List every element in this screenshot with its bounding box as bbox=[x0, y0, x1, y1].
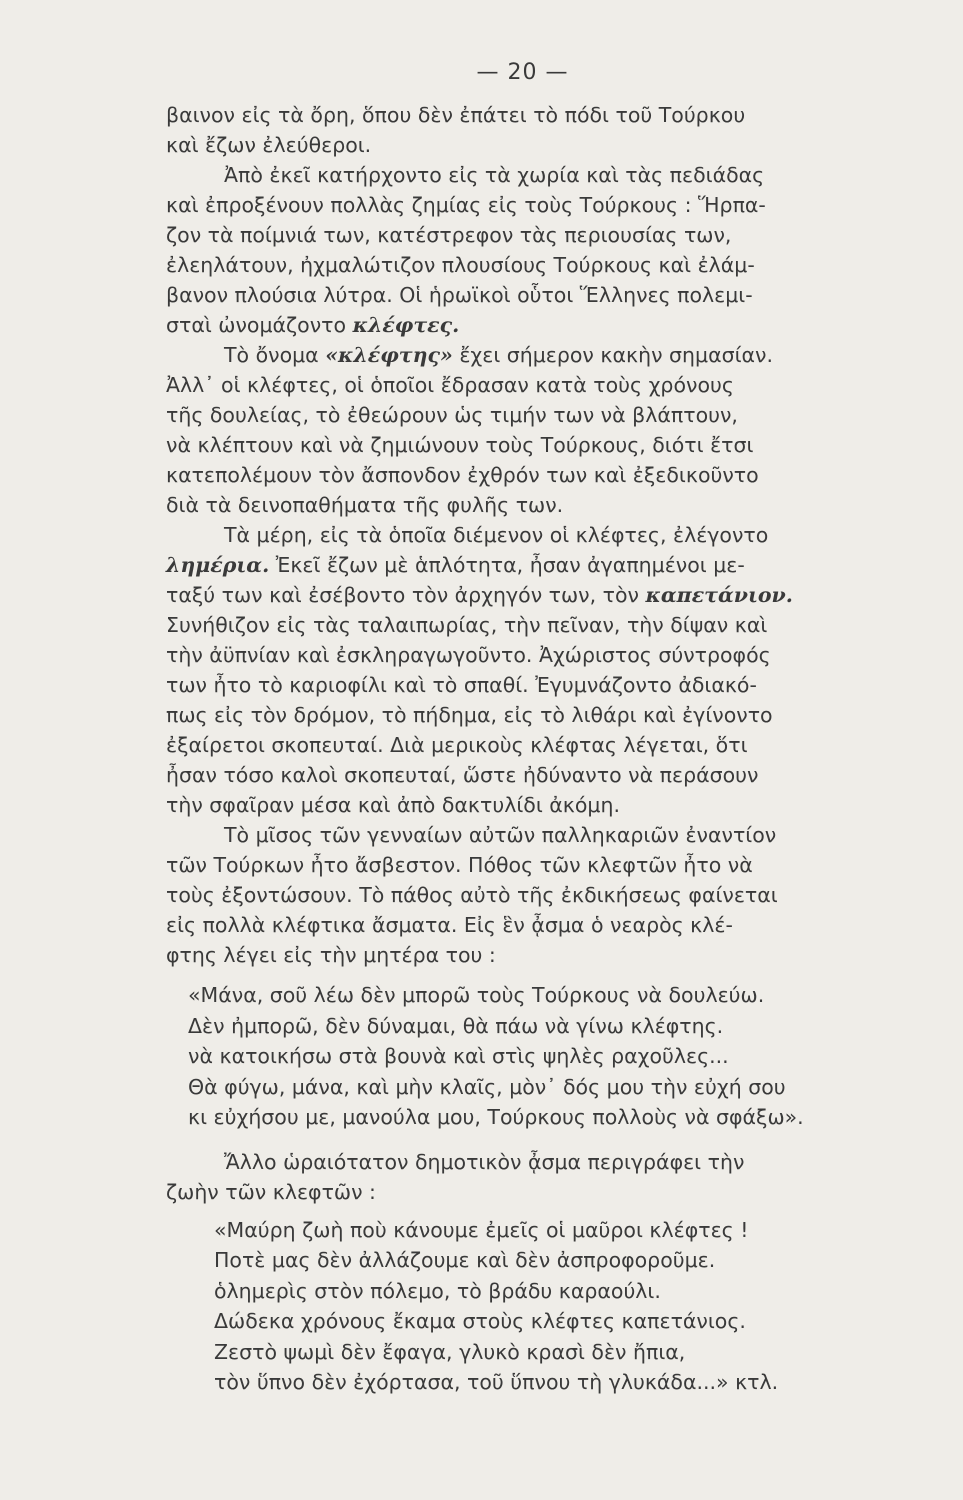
text-line: τὴν ἀϋπνίαν καὶ ἐσκληραγωγοῦντο. Ἀχώριστος σύντροφός bbox=[166, 643, 771, 667]
verse-line: νὰ κατοικήσω στὰ βουνὰ καὶ στὶς ψηλὲς ραχοῦλες... bbox=[188, 1044, 729, 1068]
text-fragment: ἔχει σήμερον κακὴν σημασίαν. bbox=[459, 343, 773, 367]
text-fragment: ταξύ των καὶ ἐσέβοντο τὸν ἀρχηγόν των, τὸν bbox=[166, 583, 640, 607]
text-fragment: Ἐκεῖ ἔζων μὲ ἁπλότητα, ἦσαν ἀγαπημένοι με- bbox=[275, 553, 745, 577]
text-line bbox=[166, 340, 896, 370]
verse-line: «Μαύρη ζωὴ ποὺ κάνουμε ἐμεῖς οἱ μαῦροι κλέφτες ! bbox=[214, 1217, 749, 1242]
text-line: βαινον εἰς τὰ ὄρη, ὅπου δὲν ἐπάτει τὸ πόδι τοῦ Τούρκου bbox=[166, 103, 746, 127]
text-line: Ἀλλ᾽ οἱ κλέφτες, οἱ ὁποῖοι ἔδρασαν κατὰ τοὺς χρόνους bbox=[166, 373, 734, 397]
paragraph-2 bbox=[166, 160, 896, 190]
verse-line: Ζεστὸ ψωμὶ δὲν ἔφαγα, γλυκὸ κρασὶ δὲν ἤπια, bbox=[214, 1339, 686, 1364]
text-line: διὰ τὰ δεινοπαθήματα τῆς φυλῆς των. bbox=[166, 493, 564, 517]
text-line: τὴν σφαῖραν μέσα καὶ ἀπὸ δακτυλίδι ἀκόμη. bbox=[166, 793, 620, 817]
text-line: Ἀπὸ ἐκεῖ κατήρχοντο εἰς τὰ χωρία καὶ τὰς πεδιάδας bbox=[224, 163, 765, 187]
text-line: ζωὴν τῶν κλεφτῶν : bbox=[166, 1179, 376, 1204]
text-line: τῆς δουλείας, τὸ ἐθεώρουν ὡς τιμήν των νὰ βλάπτουν, bbox=[166, 403, 738, 427]
emphasis-limeria: λημέρια. bbox=[166, 553, 270, 577]
paragraph-2-cont bbox=[166, 190, 896, 340]
paragraph-1 bbox=[166, 100, 896, 160]
text-line: πως εἰς τὸν δρόμον, τὸ πήδημα, εἰς τὸ λιθάρι καὶ ἐγίνοντο bbox=[166, 703, 773, 727]
text-line: τοὺς ἐξοντώσουν. Τὸ πάθος αὐτὸ τῆς ἐκδικήσεως φαίνεται bbox=[166, 883, 778, 907]
paragraph-6 bbox=[166, 1147, 896, 1177]
paragraph-4-cont bbox=[166, 550, 896, 820]
text-line: φτης λέγει εἰς τὴν μητέρα του : bbox=[166, 943, 496, 967]
page-number: — 20 — bbox=[476, 60, 569, 85]
verse-line: Δὲν ἠμπορῶ, δὲν δύναμαι, θὰ πάω νὰ γίνω κλέφτης. bbox=[188, 1013, 724, 1038]
verse-line: Ποτὲ μας δὲν ἀλλάζουμε καὶ δὲν ἀσπροφοροῦμε. bbox=[214, 1248, 716, 1272]
folk-song-1 bbox=[188, 980, 896, 1133]
verse-line: τὸν ὕπνο δὲν ἐχόρτασα, τοῦ ὕπνου τὴ γλυκάδα...» κτλ. bbox=[214, 1370, 779, 1394]
text-line: ἐξαίρετοι σκοπευταί. Διὰ μερικοὺς κλέφτας λέγεται, ὅτι bbox=[166, 733, 748, 757]
paragraph-3 bbox=[166, 340, 896, 370]
text-line: τῶν Τούρκων ἦτο ἄσβεστον. Πόθος τῶν κλεφτῶν ἦτο νὰ bbox=[166, 853, 753, 877]
text-line bbox=[166, 550, 896, 580]
text-line: ἐλεηλάτουν, ἠχμαλώτιζον πλουσίους Τούρκους καὶ ἐλάμ- bbox=[166, 253, 755, 277]
text-line: βανον πλούσια λύτρα. Οἱ ἡρωϊκοὶ οὗτοι Ἕλληνες πολεμι- bbox=[166, 283, 753, 307]
emphasis-klephtis: «κλέφτης» bbox=[325, 343, 453, 367]
text-line: Ἄλλο ὡραιότατον δημοτικὸν ᾆσμα περιγράφει τὴν bbox=[224, 1149, 745, 1174]
text-line: εἰς πολλὰ κλέφτικα ἄσματα. Εἰς ἓν ᾆσμα ὁ νεαρὸς κλέ- bbox=[166, 913, 733, 937]
text-line: Συνήθιζον εἰς τὰς ταλαιπωρίας, τὴν πεῖναν, τὴν δίψαν καὶ bbox=[166, 613, 768, 637]
text-line: Τὸ μῖσος τῶν γενναίων αὐτῶν παλληκαριῶν ἐναντίον bbox=[224, 823, 777, 847]
text-line: κατεπολέμουν τὸν ἄσπονδον ἐχθρόν των καὶ ἐξεδικοῦντο bbox=[166, 463, 759, 487]
emphasis-kapetanion: καπετάνιον. bbox=[645, 583, 793, 607]
text-line: καὶ ἐπροξένουν πολλὰς ζημίας εἰς τοὺς Τούρκους : Ἥρπα- bbox=[166, 193, 766, 217]
text-line: καὶ ἔζων ἐλεύθεροι. bbox=[166, 133, 372, 157]
emphasis-klephtes: κλέφτες. bbox=[352, 313, 460, 337]
paragraph-3-cont bbox=[166, 370, 896, 520]
verse-line: κι εὐχήσου με, μανούλα μου, Τούρκους πολλοὺς νὰ σφάξω». bbox=[188, 1105, 804, 1129]
text-line: Τὰ μέρη, εἰς τὰ ὁποῖα διέμενον οἱ κλέφτες, ἐλέγοντο bbox=[224, 523, 769, 547]
verse-line: «Μάνα, σοῦ λέω δὲν μπορῶ τοὺς Τούρκους νὰ δουλεύω. bbox=[188, 983, 765, 1007]
text-fragment: Τὸ ὄνομα bbox=[224, 343, 319, 367]
paragraph-5-cont bbox=[166, 850, 896, 970]
text-line: ζον τὰ ποίμνιά των, κατέστρεφον τὰς περιουσίας των, bbox=[166, 223, 732, 247]
text-fragment: σταὶ ὠνομάζοντο bbox=[166, 313, 347, 337]
text-line: νὰ κλέπτουν καὶ νὰ ζημιώνουν τοὺς Τούρκους, διότι ἔτσι bbox=[166, 433, 754, 457]
text-line bbox=[166, 580, 896, 610]
verse-line: ὁλημερὶς στὸν πόλεμο, τὸ βράδυ καραούλι. bbox=[214, 1278, 661, 1303]
verse-line: Θὰ φύγω, μάνα, καὶ μὴν κλαῖς, μὸν᾽ δός μου τὴν εὐχή σου bbox=[188, 1074, 786, 1099]
paragraph-5 bbox=[166, 820, 896, 850]
body-text bbox=[166, 100, 896, 1398]
text-line: των ἦτο τὸ καριοφίλι καὶ τὸ σπαθί. Ἐγυμνάζοντο ἀδιακό- bbox=[166, 673, 757, 697]
paragraph-4 bbox=[166, 520, 896, 550]
paragraph-6-cont bbox=[166, 1177, 896, 1207]
text-line: ἦσαν τόσο καλοὶ σκοπευταί, ὥστε ἠδύναντο νὰ περάσουν bbox=[166, 763, 759, 787]
verse-line: Δώδεκα χρόνους ἔκαμα στοὺς κλέφτες καπετάνιος. bbox=[214, 1309, 746, 1333]
folk-song-2 bbox=[214, 1215, 896, 1398]
text-line bbox=[166, 310, 896, 340]
